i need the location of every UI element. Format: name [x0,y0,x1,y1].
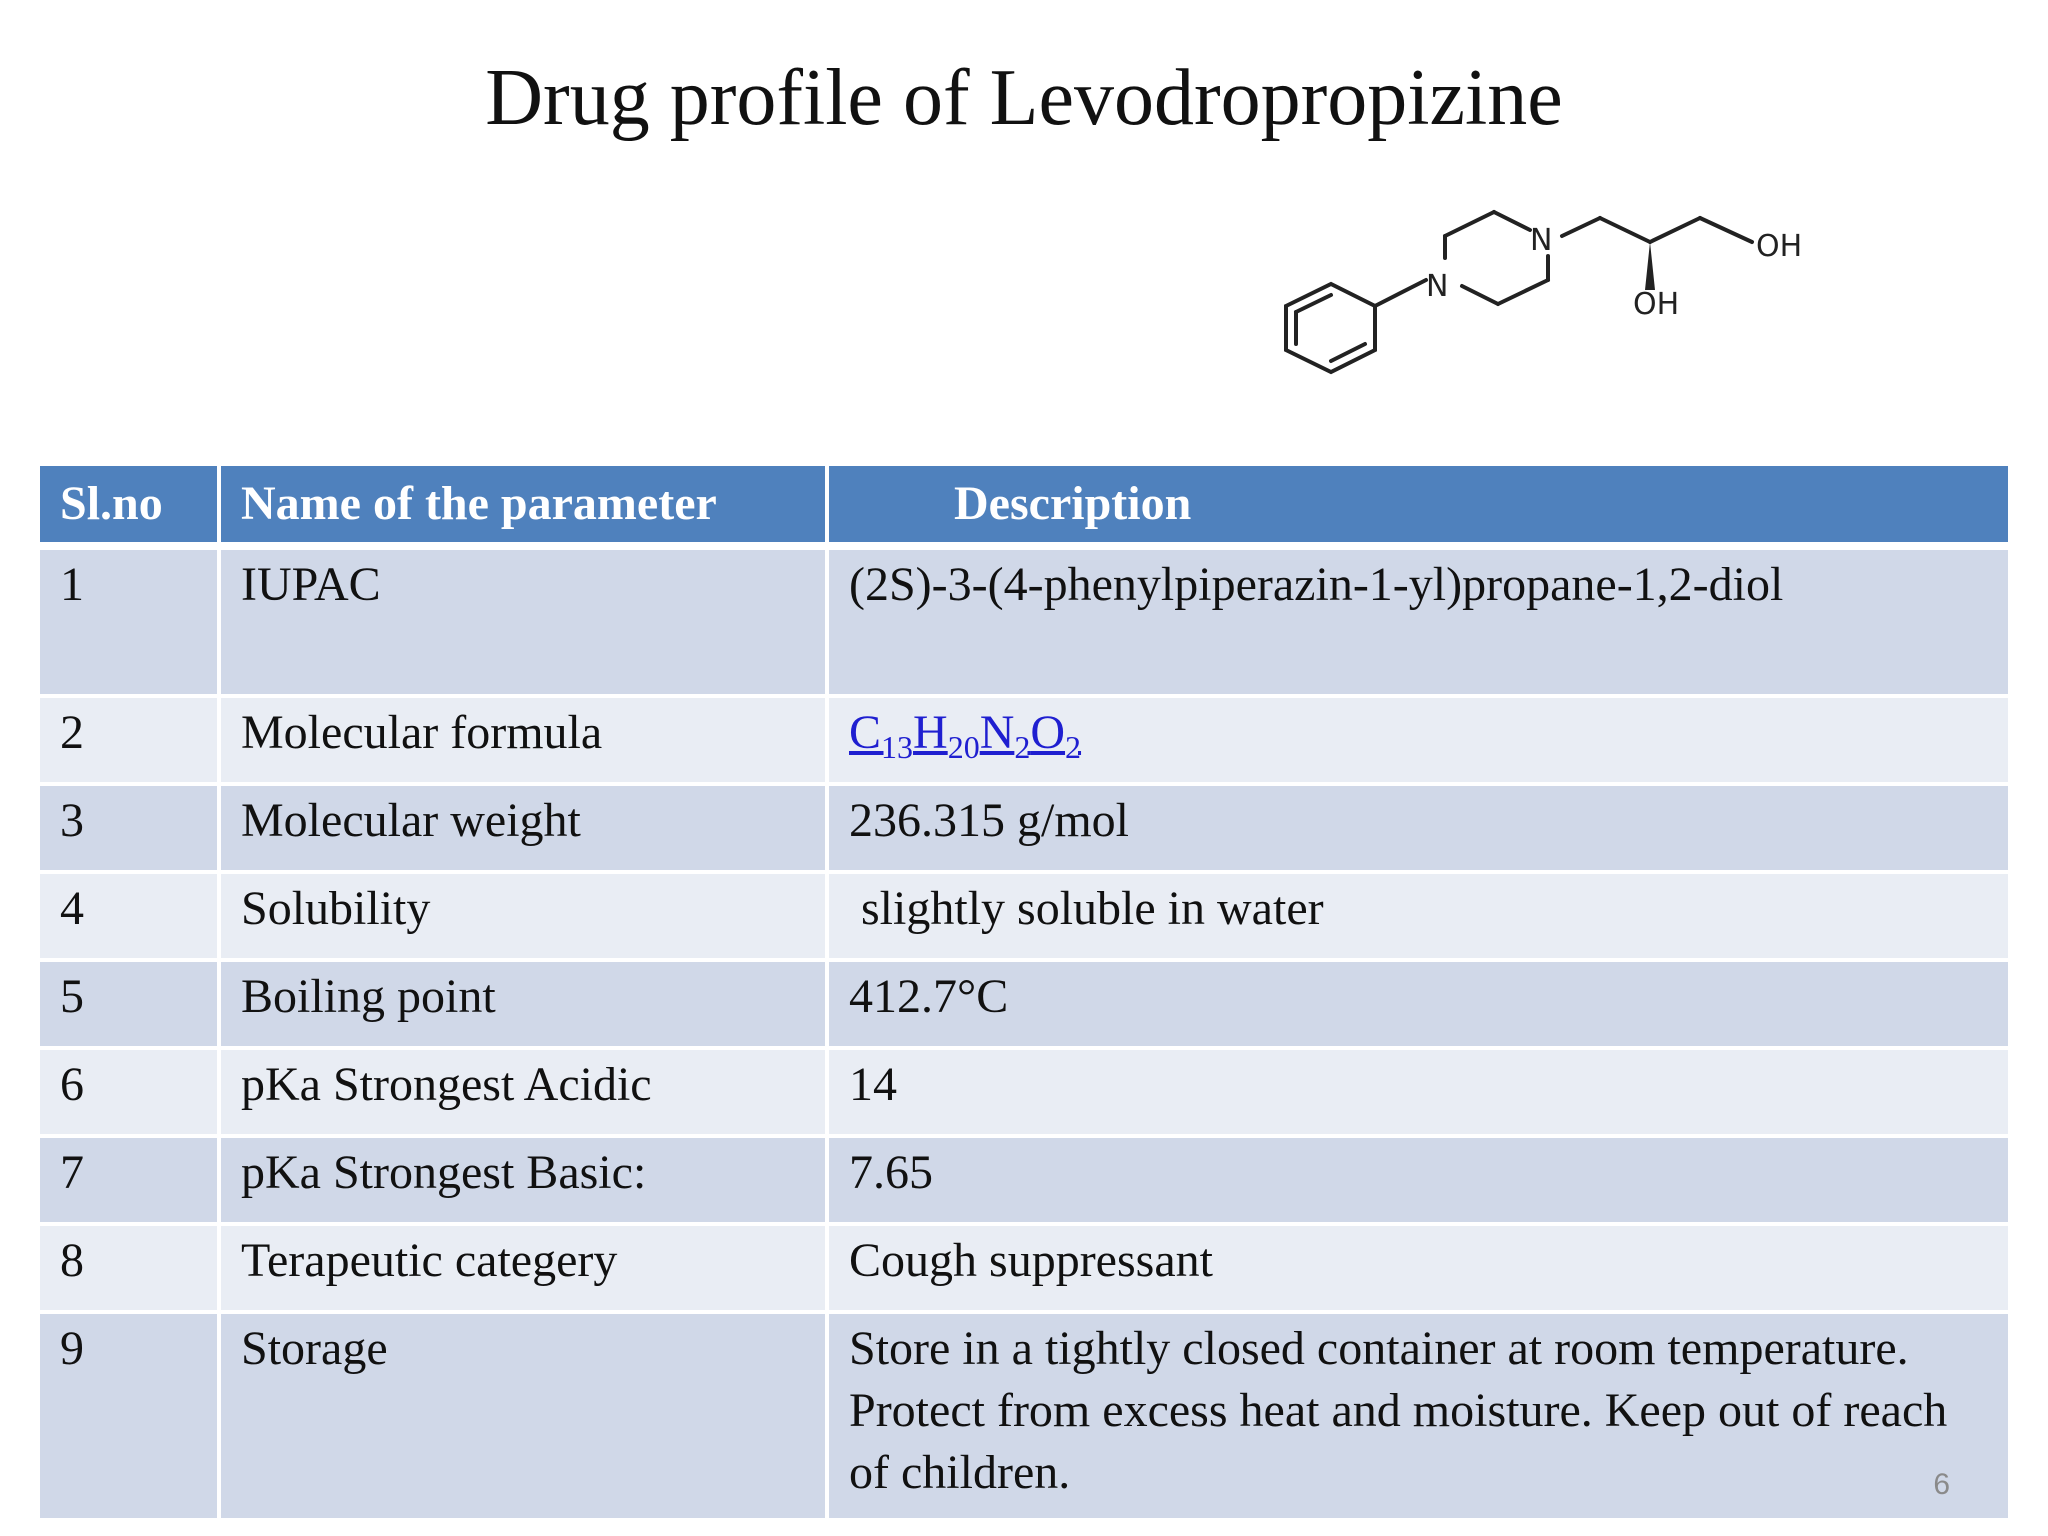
table-row [40,962,2008,1050]
row-sl-no: 3 [40,786,221,874]
column-header-parameter: Name of the parameter [221,466,829,550]
drug-profile-table [40,466,2008,1522]
row-parameter: pKa Strongest Basic: [221,1138,829,1226]
table-row [40,1138,2008,1226]
table-row [40,550,2008,698]
slide-title: Drug profile of Levodropropizine [485,54,1563,142]
row-parameter: Boiling point [221,962,829,1050]
row-parameter: IUPAC [221,550,829,698]
page-number: 6 [1933,1468,1950,1501]
table-row [40,698,2008,786]
row-description [829,698,2008,786]
atom-label-oh-right: OH [1756,229,1803,264]
row-parameter: Solubility [221,874,829,962]
table-row [40,1050,2008,1138]
formula-h: H [913,706,948,759]
row-sl-no: 1 [40,550,221,698]
formula-c-count: 13 [881,729,914,765]
row-sl-no: 9 [40,1314,221,1522]
column-header-description: Description [829,466,2008,550]
row-parameter: Molecular weight [221,786,829,874]
table-row [40,1226,2008,1314]
table-header-row [40,466,2008,550]
row-description: 7.65 [829,1138,2008,1226]
row-sl-no: 4 [40,874,221,962]
row-description: slightly soluble in water [829,874,2008,962]
formula-n: N [979,706,1015,759]
chemical-structure-image [1240,200,1840,430]
table-row [40,1314,2008,1522]
atom-label-n-top: N [1530,223,1553,258]
row-description: 412.7°C [829,962,2008,1050]
molecular-formula-link[interactable] [849,706,1082,765]
row-sl-no: 8 [40,1226,221,1314]
atom-label-oh-bottom: OH [1633,287,1680,322]
row-description: 236.315 g/mol [829,786,2008,874]
row-parameter: Terapeutic categery [221,1226,829,1314]
row-parameter: Storage [221,1314,829,1522]
row-description: Cough suppressant [829,1226,2008,1314]
formula-n-count: 2 [1014,729,1031,765]
row-parameter: Molecular formula [221,698,829,786]
levodropropizine-structure-drawing [1240,200,1840,430]
row-sl-no: 5 [40,962,221,1050]
formula-o-count: 2 [1065,729,1082,765]
atom-label-n-bottom: N [1426,269,1449,304]
row-parameter: pKa Strongest Acidic [221,1050,829,1138]
formula-o: O [1030,706,1066,759]
row-sl-no: 7 [40,1138,221,1226]
row-sl-no: 6 [40,1050,221,1138]
column-header-sl-no: Sl.no [40,466,221,550]
table-row [40,874,2008,962]
row-description: Store in a tightly closed container at room temperature. Protect from excess heat and moisture. Keep out of reach of children. [829,1314,2008,1522]
formula-c: C [849,706,882,759]
row-sl-no: 2 [40,698,221,786]
formula-h-count: 20 [947,729,980,765]
table-row [40,786,2008,874]
row-description: (2S)-3-(4-phenylpiperazin-1-yl)propane-1,2-diol [829,550,2008,698]
row-description: 14 [829,1050,2008,1138]
